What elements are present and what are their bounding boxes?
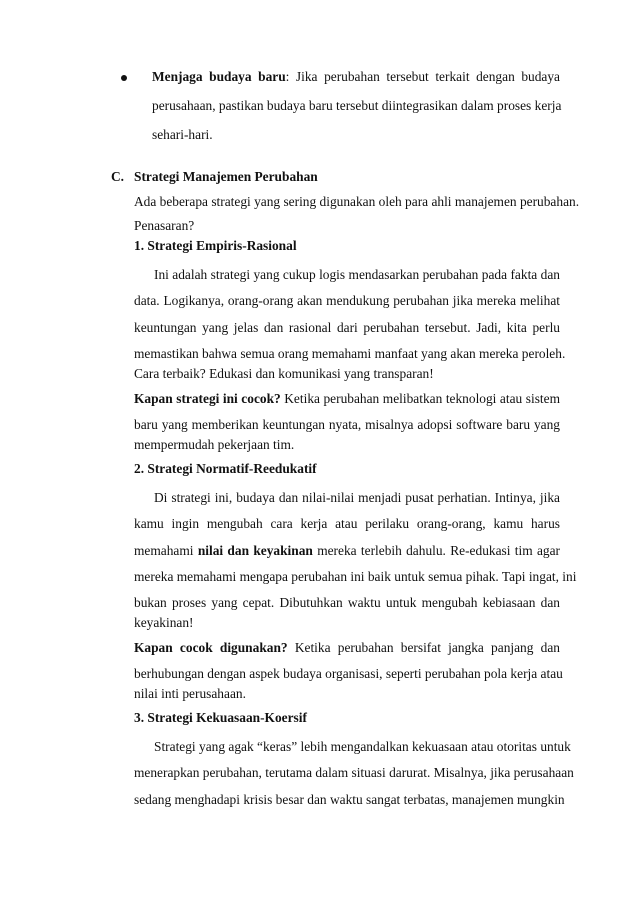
strategy-2-when-line-1: Kapan cocok digunakan? Ketika perubahan bersifat jangka panjang dan [134,640,560,655]
strategy-1-when-label: Kapan strategi ini cocok? [134,391,281,406]
strategy-2-when-line-2: berhubungan dengan aspek budaya organisasi, seperti perubahan pola kerja atau [134,666,563,681]
strategy-1-line-3: keuntungan yang jelas dan rasional dari perubahan tersebut. Jadi, kita perlu [134,320,560,335]
bullet-icon [121,75,127,81]
strategy-1-heading: 1. Strategi Empiris-Rasional [134,238,297,253]
section-heading: Strategi Manajemen Perubahan [134,169,318,184]
strategy-3-line-1: Strategi yang agak “keras” lebih mengandalkan kekuasaan atau otoritas untuk [154,739,571,754]
strategy-2-line-4: mereka memahami mengapa perubahan ini baik untuk semua pihak. Tapi ingat, ini [134,569,577,584]
strategy-2-when-label: Kapan cocok digunakan? [134,640,288,655]
bullet-line-1: Menjaga budaya baru: Jika perubahan tersebut terkait dengan budaya [152,69,560,84]
section-marker: C. [111,169,125,184]
strategy-2-emphasis: nilai dan keyakinan [197,543,313,558]
strategy-2-line-2: kamu ingin mengubah cara kerja atau perilaku orang-orang, kamu harus [134,516,560,531]
strategy-1-when-line-2: baru yang memberikan keuntungan nyata, misalnya adopsi software baru yang [134,417,560,432]
strategy-1-line-1: Ini adalah strategi yang cukup logis mendasarkan perubahan pada fakta dan [154,267,560,282]
section-intro-line-2: Penasaran? [134,218,195,233]
bullet-line-2: perusahaan, pastikan budaya baru tersebut diintegrasikan dalam proses kerja [152,98,562,113]
strategy-2-line-3: memahami nilai dan keyakinan mereka terlebih dahulu. Re-edukasi tim agar [134,543,560,558]
bullet-line-3: sehari-hari. [152,127,213,142]
strategy-2-line-6: keyakinan! [134,615,194,630]
strategy-1-line-4: memastikan bahwa semua orang memahami manfaat yang akan mereka peroleh. [134,346,566,361]
strategy-2-when-line-3: nilai inti perusahaan. [134,686,246,701]
strategy-3-heading: 3. Strategi Kekuasaan-Koersif [134,710,307,725]
section-intro-line-1: Ada beberapa strategi yang sering digunakan oleh para ahli manajemen perubahan. [134,194,580,209]
strategy-2-line-1: Di strategi ini, budaya dan nilai-nilai menjadi pusat perhatian. Intinya, jika [154,490,560,505]
strategy-3-line-2: menerapkan perubahan, terutama dalam situasi darurat. Misalnya, jika perusahaan [134,765,574,780]
strategy-1-when-line-1: Kapan strategi ini cocok? Ketika perubahan melibatkan teknologi atau sistem [134,391,560,406]
strategy-1-line-2: data. Logikanya, orang-orang akan mendukung perubahan jika mereka melihat [134,293,560,308]
strategy-1-when-line-3: mempermudah pekerjaan tim. [134,437,295,452]
strategy-3-line-3: sedang menghadapi krisis besar dan waktu sangat terbatas, manajemen mungkin [134,792,565,807]
strategy-1-line-5: Cara terbaik? Edukasi dan komunikasi yang transparan! [134,366,434,381]
bullet-title: Menjaga budaya baru [152,69,286,84]
strategy-2-heading: 2. Strategi Normatif-Reedukatif [134,461,317,476]
strategy-2-line-5: bukan proses yang cepat. Dibutuhkan waktu untuk mengubah kebiasaan dan [134,595,560,610]
